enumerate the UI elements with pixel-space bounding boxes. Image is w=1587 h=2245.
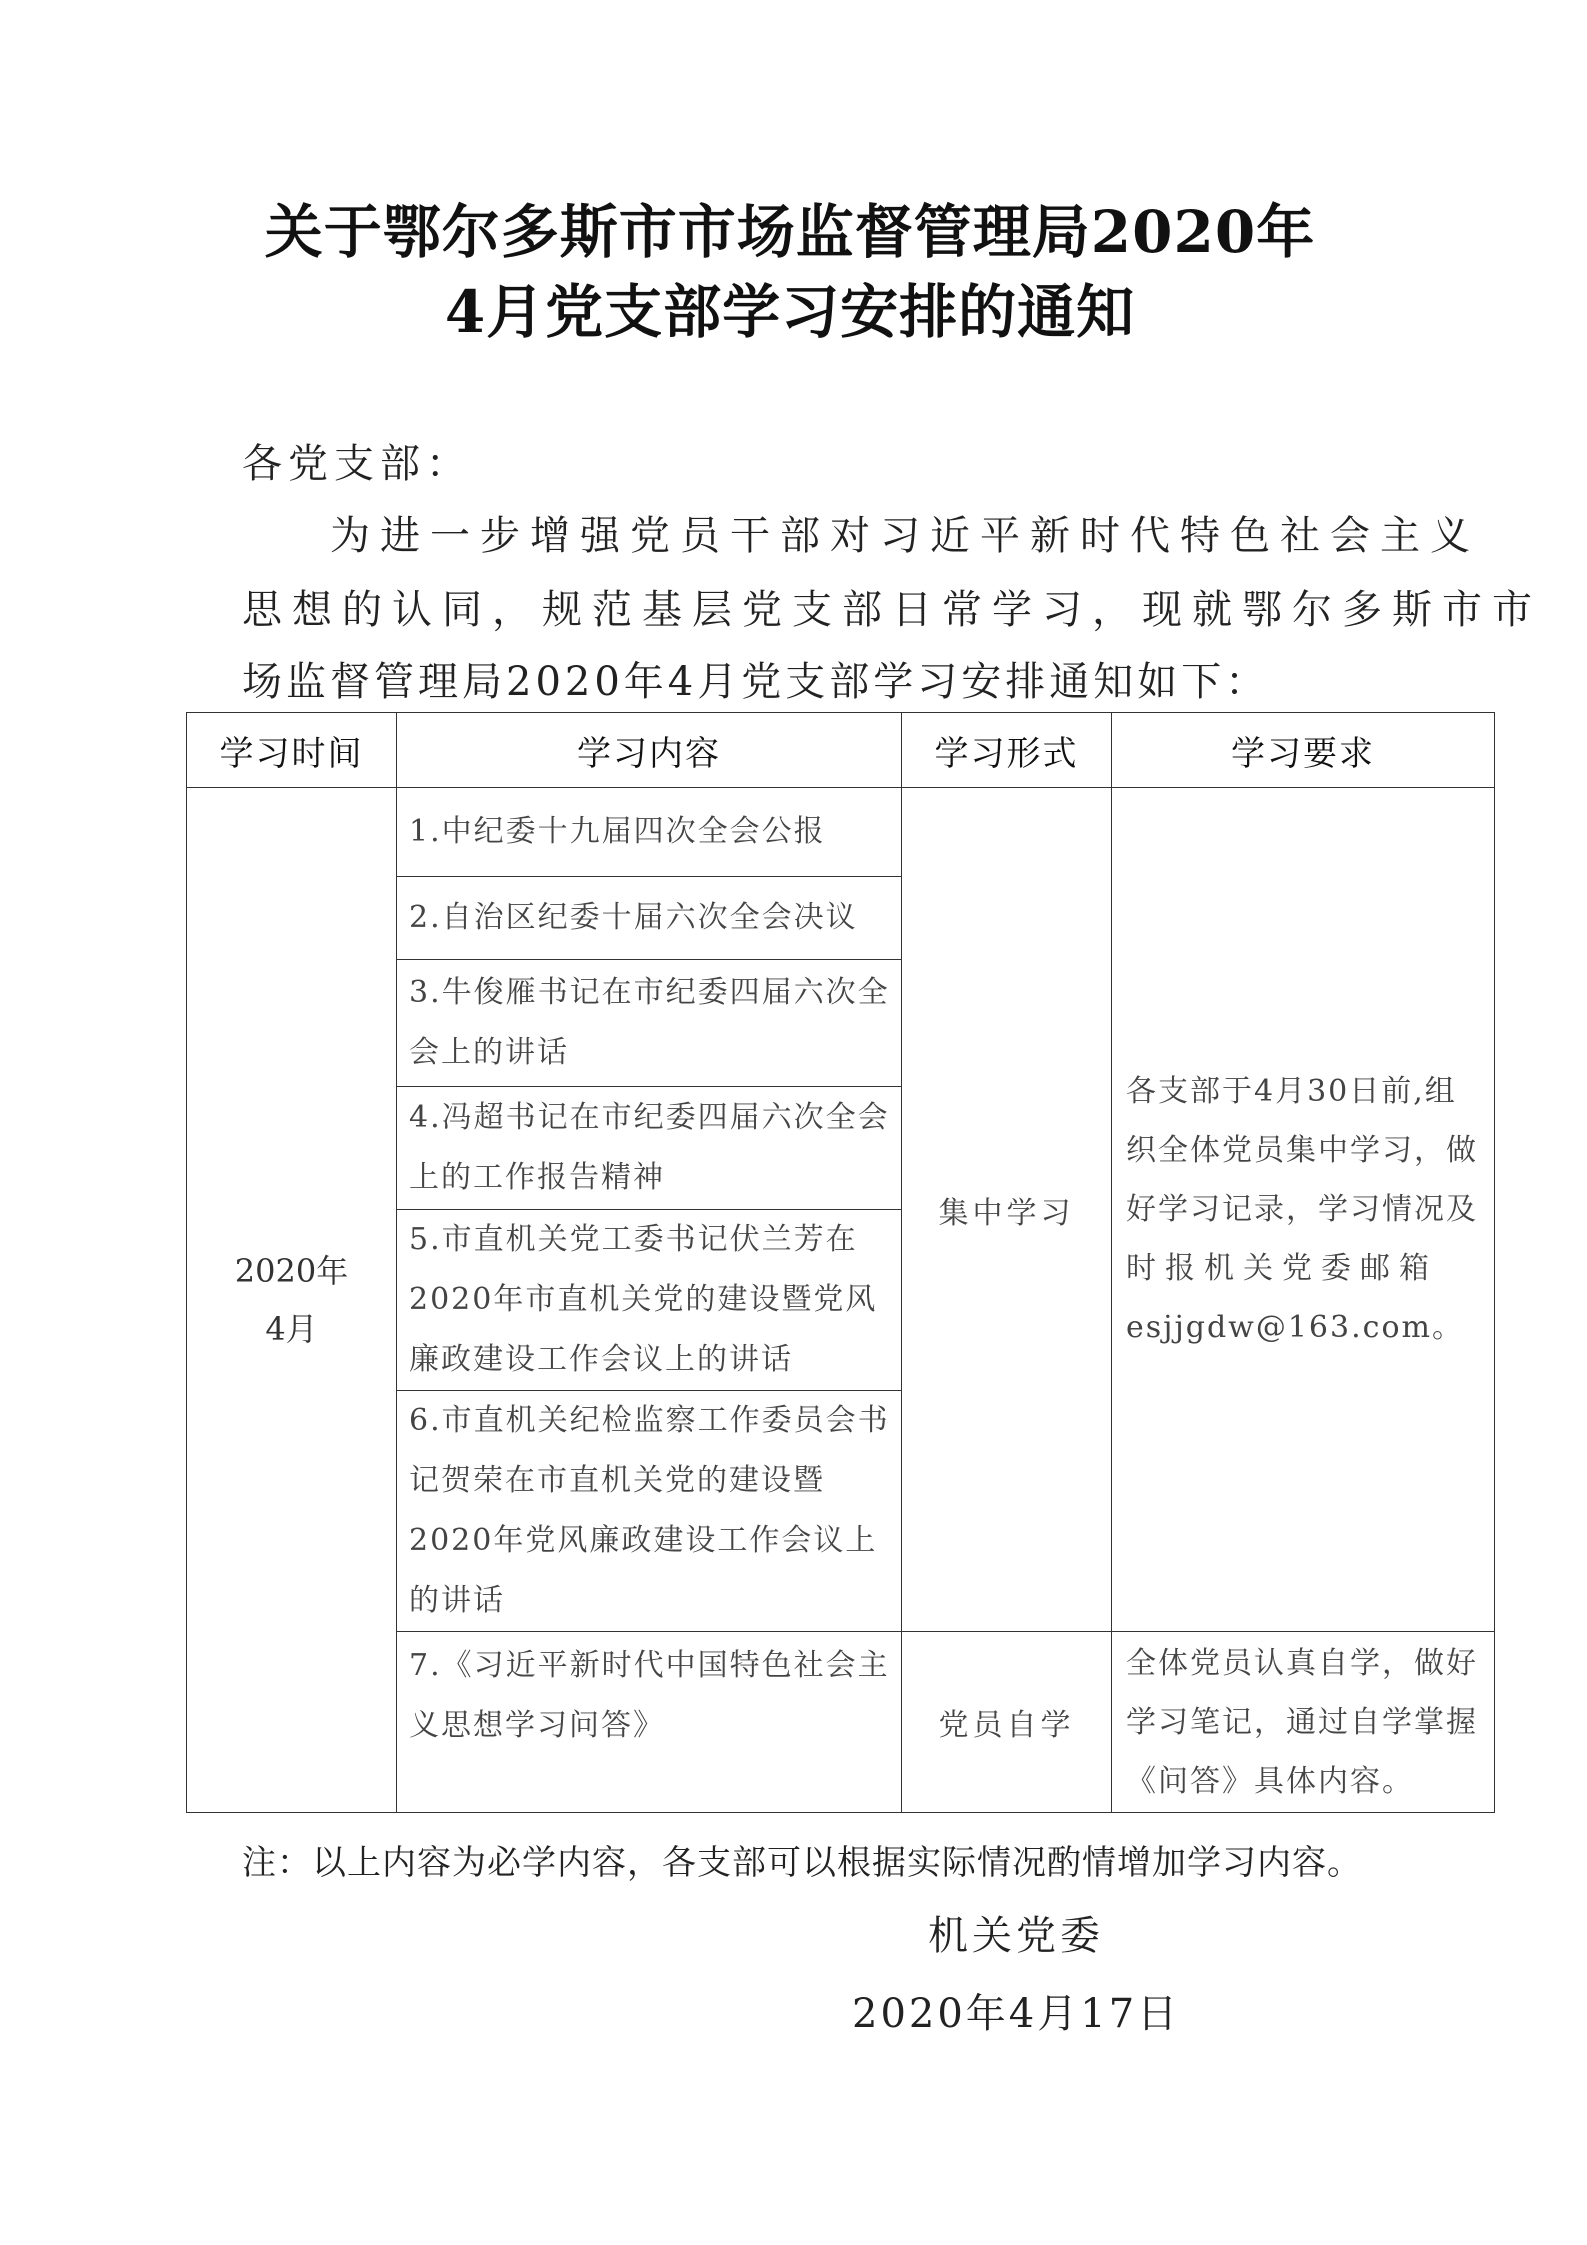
requirement-line: 时报机关党委邮箱 xyxy=(1126,1251,1438,1286)
header-study-time: 学习时间 xyxy=(187,713,397,788)
study-content-item: 1.中纪委十九届四次全会公报 xyxy=(397,788,902,877)
footnote: 注：以上内容为必学内容，各支部可以根据实际情况酌情增加学习内容。 xyxy=(242,1843,1362,1883)
header-study-content: 学习内容 xyxy=(397,713,902,788)
requirement-line: 织全体党员集中学习，做 xyxy=(1126,1133,1478,1168)
signature-date: 2020年4月17日 xyxy=(852,1991,1181,2037)
header-study-form: 学习形式 xyxy=(902,713,1112,788)
study-requirement-self xyxy=(1112,1632,1495,1813)
intro-line-2: 思想的认同，规范基层党支部日常学习，现就鄂尔多斯市市 xyxy=(242,587,1542,633)
salutation: 各党支部： xyxy=(242,441,472,487)
signature-org: 机关党委 xyxy=(928,1913,1104,1959)
requirement-line: 学习笔记，通过自学掌握 xyxy=(1126,1704,1478,1740)
requirement-line: 好学习记录，学习情况及 xyxy=(1126,1192,1478,1227)
study-content-item: 6.市直机关纪检监察工作委员会书记贺荣在市直机关党的建设暨2020年党风廉政建设工作会议上的讲话 xyxy=(397,1391,902,1632)
study-content-item: 5.市直机关党工委书记伏兰芳在2020年市直机关党的建设暨党风廉政建设工作会议上的讲话 xyxy=(397,1210,902,1391)
requirement-email: esjjgdw@163.com。 xyxy=(1126,1310,1464,1345)
requirement-line: 全体党员认真自学，做好 xyxy=(1126,1645,1478,1681)
study-time-cell xyxy=(187,788,397,1813)
requirement-line: 各支部于4月30日前,组 xyxy=(1126,1074,1457,1109)
intro-line-1: 为进一步增强党员干部对习近平新时代特色社会主义 xyxy=(330,513,1480,559)
intro-line-3: 场监督管理局2020年4月党支部学习安排通知如下： xyxy=(242,659,1270,705)
study-form-self: 党员自学 xyxy=(902,1632,1112,1813)
study-schedule-table xyxy=(186,712,1495,1813)
study-content-item: 3.牛俊雁书记在市纪委四届六次全会上的讲话 xyxy=(397,960,902,1087)
document-title-line-1: 关于鄂尔多斯市市场监督管理局2020年 xyxy=(264,198,1316,266)
requirement-line: 《问答》具体内容。 xyxy=(1126,1763,1414,1799)
study-content-item: 7.《习近平新时代中国特色社会主义思想学习问答》 xyxy=(397,1632,902,1813)
study-requirement-group xyxy=(1112,788,1495,1632)
study-content-item: 2.自治区纪委十届六次全会决议 xyxy=(397,877,902,960)
table-header-row xyxy=(187,713,1495,788)
study-form-group: 集中学习 xyxy=(902,788,1112,1632)
document-title-line-2: 4月党支部学习安排的通知 xyxy=(444,278,1136,346)
header-study-requirement: 学习要求 xyxy=(1112,713,1495,788)
study-time-year: 2020年 xyxy=(234,1252,349,1290)
study-content-item: 4.冯超书记在市纪委四届六次全会上的工作报告精神 xyxy=(397,1087,902,1210)
study-time-month: 4月 xyxy=(265,1310,318,1348)
table-row xyxy=(187,788,1495,877)
